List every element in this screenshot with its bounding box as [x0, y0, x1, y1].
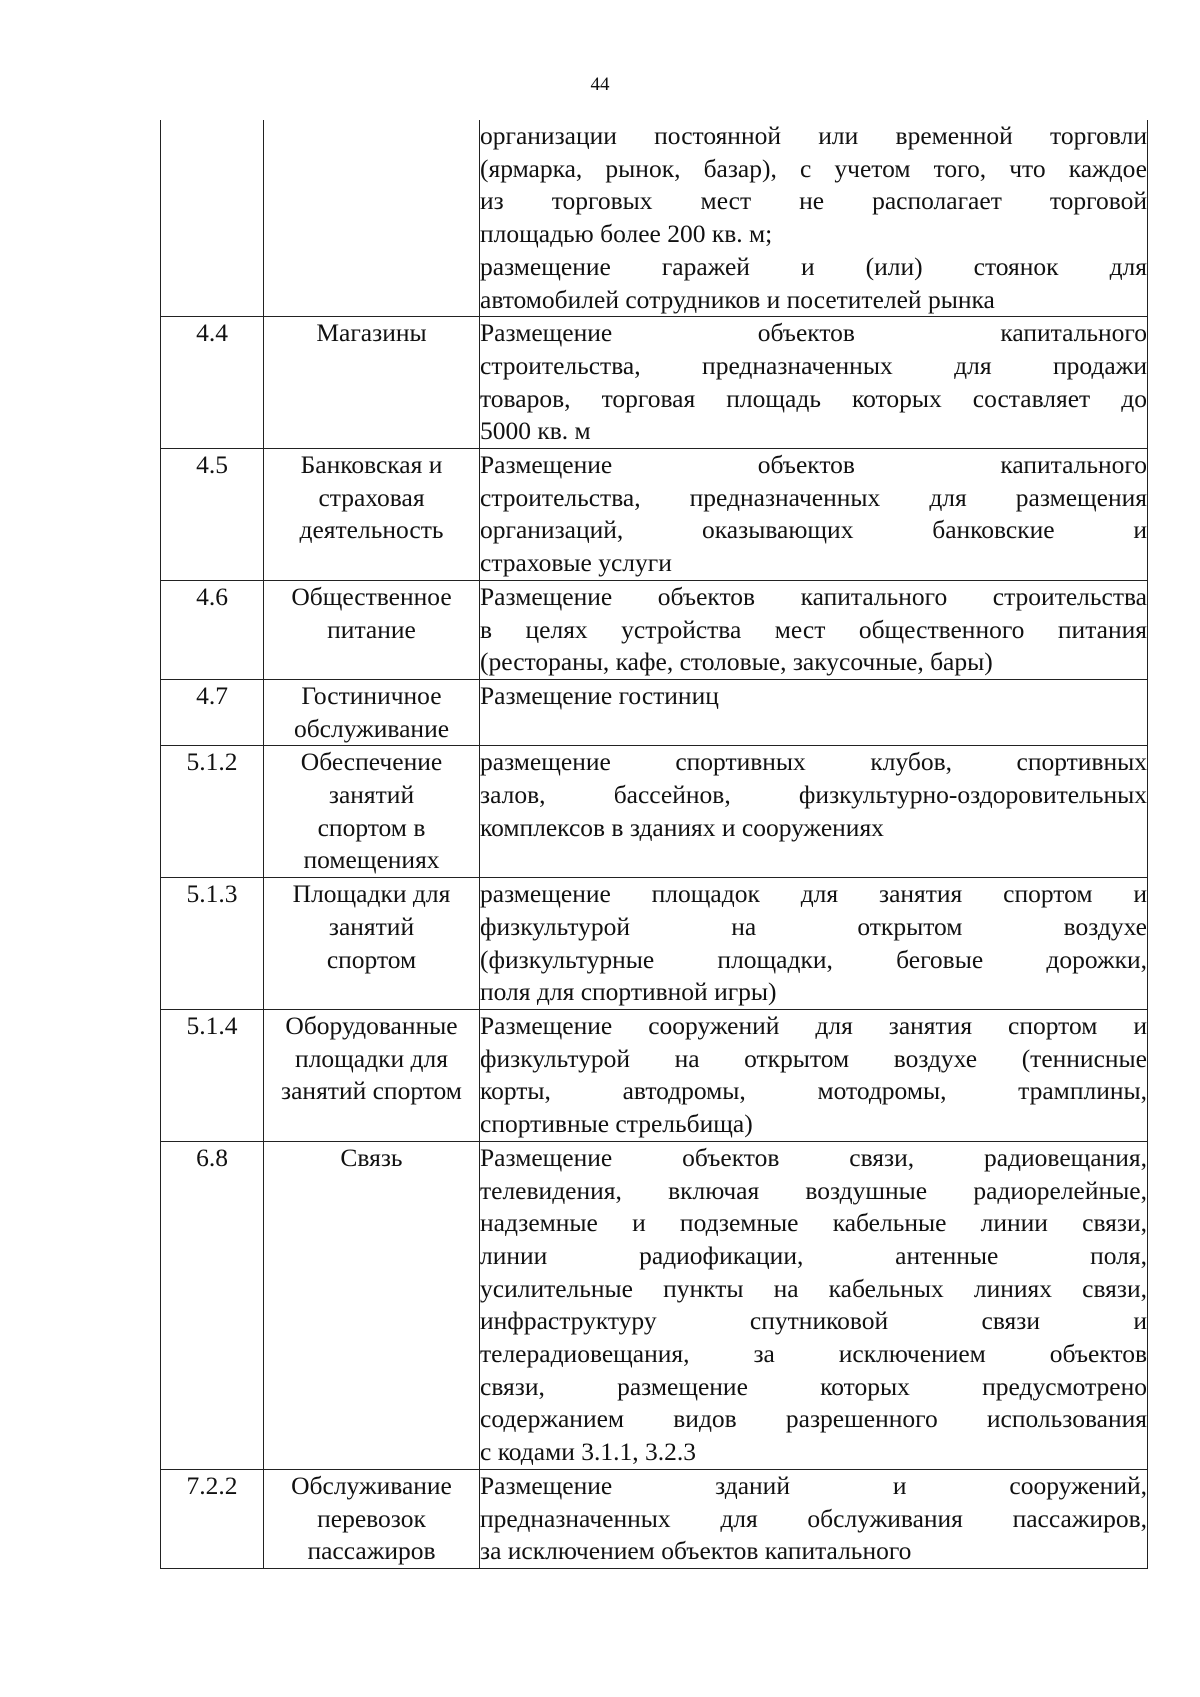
- table-row: [161, 580, 1148, 679]
- cell-description: [480, 449, 1148, 581]
- name-line: деятельность: [299, 515, 444, 545]
- cell-description: [480, 878, 1148, 1010]
- description-line: инфраструктуру спутниковой связи и: [480, 1306, 1147, 1336]
- description-line: Размещение объектов капитального строительства: [480, 581, 1147, 611]
- cell-name: [264, 746, 480, 878]
- description-line: Размещение зданий и сооружений,: [480, 1470, 1147, 1500]
- cell-code: 4.5: [161, 449, 264, 581]
- table-row: [161, 1469, 1148, 1568]
- table-row: [161, 120, 1148, 317]
- cell-description: [480, 120, 1148, 317]
- land-use-table: [160, 120, 1148, 1569]
- description-line: предназначенных для обслуживания пассажиров,: [480, 1503, 1147, 1533]
- table-row: [161, 1009, 1148, 1141]
- description-line: Размещение гостиниц: [480, 680, 719, 710]
- name-line: Обслуживание: [291, 1470, 452, 1500]
- cell-code: 4.4: [161, 317, 264, 449]
- name-line: занятий спортом: [281, 1076, 462, 1106]
- cell-description: [480, 746, 1148, 878]
- description-line: Размещение объектов связи, радиовещания,: [480, 1142, 1147, 1172]
- description-line: поля для спортивной игры): [480, 977, 777, 1007]
- name-line: спортом: [326, 944, 417, 974]
- description-line: размещение площадок для занятия спортом и: [480, 879, 1147, 909]
- cell-name: [264, 317, 480, 449]
- description-line: в целях устройства мест общественного питания: [480, 614, 1147, 644]
- description-line: за исключением объектов капитального: [480, 1536, 912, 1566]
- cell-name: [264, 1141, 480, 1469]
- description-line: с кодами 3.1.1, 3.2.3: [480, 1437, 697, 1467]
- description-line: 5000 кв. м: [480, 416, 591, 446]
- description-line: линии радиофикации, антенные поля,: [480, 1240, 1147, 1270]
- cell-code: 6.8: [161, 1141, 264, 1469]
- description-line: надземные и подземные кабельные линии связи,: [480, 1208, 1147, 1238]
- cell-name: [264, 1009, 480, 1141]
- table-row: [161, 878, 1148, 1010]
- table-row: [161, 679, 1148, 745]
- name-line: Общественное: [291, 581, 452, 611]
- name-line: занятий: [328, 780, 415, 810]
- cell-code: 4.7: [161, 679, 264, 745]
- description-line: (физкультурные площадки, беговые дорожки,: [480, 944, 1147, 974]
- description-line: из торговых мест не располагает торговой: [480, 186, 1147, 216]
- name-line: пассажиров: [307, 1536, 436, 1566]
- cell-code: 5.1.4: [161, 1009, 264, 1141]
- cell-name: [264, 580, 480, 679]
- description-line: (рестораны, кафе, столовые, закусочные, бары): [480, 647, 993, 677]
- table-row: [161, 1141, 1148, 1469]
- description-line: телевидения, включая воздушные радиорелейные,: [480, 1175, 1147, 1205]
- name-line: Гостиничное: [301, 680, 442, 710]
- description-line: корты, автодромы, мотодромы, трамплины,: [480, 1076, 1147, 1106]
- cell-code: [161, 120, 264, 317]
- name-line: площадки для: [295, 1043, 448, 1073]
- name-line: питание: [327, 614, 416, 644]
- description-line: комплексов в зданиях и сооружениях: [480, 812, 884, 842]
- table-body: [161, 120, 1148, 1568]
- description-line: телерадиовещания, за исключением объектов: [480, 1339, 1147, 1369]
- name-line: Связь: [340, 1142, 403, 1172]
- cell-name: [264, 1469, 480, 1568]
- description-line: автомобилей сотрудников и посетителей рынка: [480, 284, 995, 314]
- name-line: спортом в: [317, 812, 426, 842]
- description-line: организации постоянной или временной торговли: [480, 121, 1147, 150]
- table-row: [161, 449, 1148, 581]
- description-line: товаров, торговая площадь которых составляет до: [480, 383, 1147, 413]
- name-line: обслуживание: [293, 713, 450, 743]
- description-line: физкультурой на открытом воздухе (теннисные: [480, 1043, 1147, 1073]
- cell-code: 5.1.2: [161, 746, 264, 878]
- description-line: Размещение объектов капитального: [480, 450, 1147, 480]
- description-line: площадью более 200 кв. м;: [480, 219, 773, 249]
- cell-name: [264, 878, 480, 1010]
- description-line: залов, бассейнов, физкультурно-оздоровительных: [480, 780, 1147, 810]
- description-line: организаций, оказывающих банковские и: [480, 515, 1147, 545]
- name-line: Обеспечение: [300, 747, 443, 777]
- description-line: Размещение объектов капитального: [480, 318, 1147, 348]
- name-line: перевозок: [317, 1503, 426, 1533]
- description-line: содержанием видов разрешенного использования: [480, 1404, 1147, 1434]
- cell-code: 4.6: [161, 580, 264, 679]
- page-number: 44: [590, 74, 610, 95]
- name-line: помещениях: [303, 845, 440, 875]
- description-line: размещение гаражей и (или) стоянок для: [480, 251, 1147, 281]
- description-line: спортивные стрельбища): [480, 1109, 753, 1139]
- description-line: строительства, предназначенных для размещения: [480, 482, 1147, 512]
- name-line: Магазины: [316, 318, 427, 348]
- name-line: занятий: [328, 911, 415, 941]
- cell-description: [480, 317, 1148, 449]
- table-row: [161, 317, 1148, 449]
- cell-description: [480, 1009, 1148, 1141]
- name-line: Оборудованные: [285, 1010, 458, 1040]
- description-line: Размещение сооружений для занятия спортом и: [480, 1010, 1147, 1040]
- description-line: (ярмарка, рынок, базар), с учетом того, что каждое: [480, 153, 1147, 183]
- name-line: Площадки для: [292, 879, 451, 909]
- description-line: усилительные пункты на кабельных линиях связи,: [480, 1273, 1147, 1303]
- cell-code: 7.2.2: [161, 1469, 264, 1568]
- table-row: [161, 746, 1148, 878]
- description-line: строительства, предназначенных для продажи: [480, 350, 1147, 380]
- cell-description: [480, 679, 1148, 745]
- cell-name: [264, 679, 480, 745]
- cell-code: 5.1.3: [161, 878, 264, 1010]
- cell-name: [264, 120, 480, 317]
- description-line: страховые услуги: [480, 548, 672, 578]
- cell-description: [480, 1141, 1148, 1469]
- cell-description: [480, 580, 1148, 679]
- name-line: Банковская и: [300, 450, 443, 480]
- name-line: страховая: [318, 482, 425, 512]
- description-line: размещение спортивных клубов, спортивных: [480, 747, 1147, 777]
- description-line: связи, размещение которых предусмотрено: [480, 1371, 1147, 1401]
- description-line: физкультурой на открытом воздухе: [480, 911, 1147, 941]
- cell-description: [480, 1469, 1148, 1568]
- cell-name: [264, 449, 480, 581]
